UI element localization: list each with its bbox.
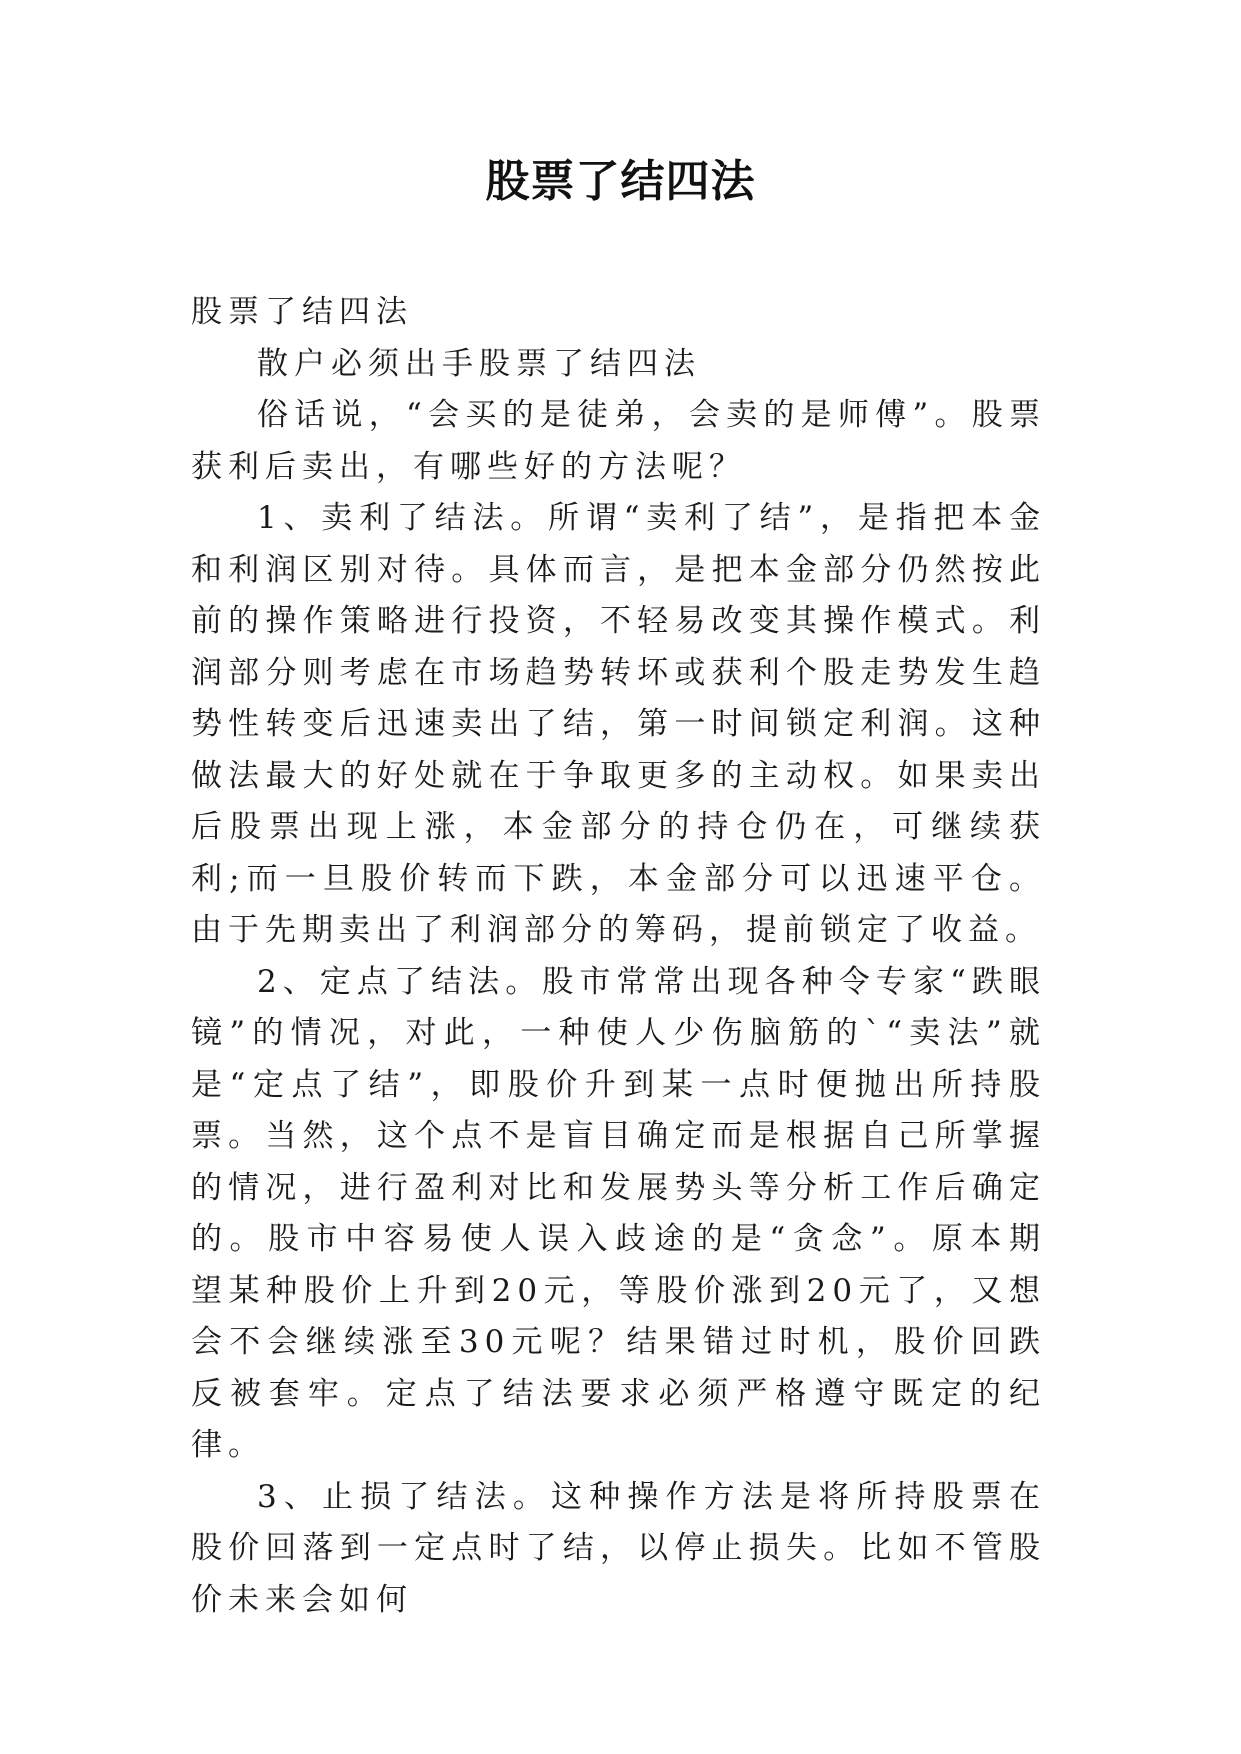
method-1-paragraph: 1、卖利了结法。所谓“卖利了结”，是指把本金和利润区别对待。具体而言，是把本金部分仍然按此前的操作策略进行投资，不轻易改变其操作模式。利润部分则考虑在市场趋势转坏或获利个股走势发生趋势性转变后迅速卖出了结，第一时间锁定利润。这种做法最大的好处就在于争取更多的主动权。如果卖出后股票出现上涨，本金部分的持仓仍在，可继续获利;而一旦股价转而下跌，本金部分可以迅速平仓。由于先期卖出了利润部分的筹码，提前锁定了收益。 bbox=[191, 500, 1046, 948]
intro-paragraph: 俗话说，“会买的是徒弟，会卖的是师傅”。股票获利后卖出，有哪些好的方法呢？ bbox=[191, 397, 1046, 485]
subtitle-paragraph: 散户必须出手股票了结四法 bbox=[257, 345, 701, 382]
document-title: 股票了结四法 bbox=[485, 156, 756, 207]
body-heading: 股票了结四法 bbox=[191, 294, 413, 330]
document-body bbox=[191, 287, 1046, 1626]
method-3-paragraph: 3、止损了结法。这种操作方法是将所持股票在股价回落到一定点时了结，以停止损失。比如不管股价未来会如何 bbox=[191, 1478, 1046, 1618]
method-2-paragraph: 2、定点了结法。股市常常出现各种令专家“跌眼镜”的情况，对此，一种使人少伤脑筋的`“卖法”就是“定点了结”，即股价升到某一点时便抛出所持股票。当然，这个点不是盲目确定而是根据自己所掌握的情况，进行盈利对比和发展势头等分析工作后确定的。股市中容易使人误入歧途的是“贪念”。原本期望某种股价上升到20元，等股价涨到20元了，又想会不会继续涨至30元呢？结果错过时机，股价回跌反被套牢。定点了结法要求必须严格遵守既定的纪律。 bbox=[191, 963, 1046, 1463]
